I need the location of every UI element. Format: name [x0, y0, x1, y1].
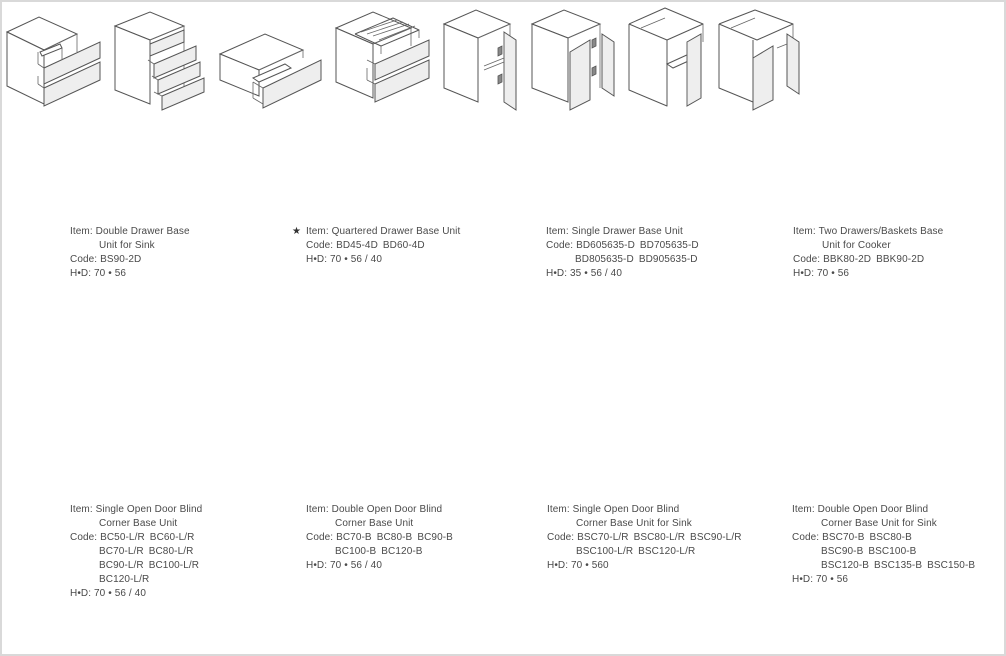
item-name: Quartered Drawer Base Unit	[331, 226, 461, 237]
dimensions: 70 • 56	[816, 574, 849, 585]
item-label: Item:	[547, 504, 570, 515]
unit-spec	[70, 503, 202, 601]
code-label: Code:	[792, 532, 820, 543]
code-label: Code:	[306, 532, 334, 543]
dimension-label: H•D:	[547, 560, 569, 571]
product-code: BSC100-B	[868, 546, 917, 557]
dimensions: 70 • 56	[817, 268, 850, 279]
product-code: BSC80-L/R	[633, 532, 686, 543]
product-code: BC80-B	[376, 532, 413, 543]
code-label: Code:	[70, 532, 98, 543]
product-code: BSC90-B	[821, 546, 864, 557]
product-code: BC50-L/R	[100, 532, 145, 543]
double-door-blind-corner-icon	[528, 4, 620, 112]
unit-spec	[306, 503, 453, 573]
item-name: Single Open Door Blind	[95, 504, 203, 515]
code-label: Code:	[793, 254, 821, 265]
product-code: BBK80-2D	[823, 254, 872, 265]
item-name: Single Drawer Base Unit	[571, 226, 683, 237]
dimensions: 70 • 560	[571, 560, 609, 571]
product-code: BSC70-B	[822, 532, 865, 543]
item-name: Two Drawers/Baskets Base	[818, 226, 944, 237]
dimensions: 70 • 56 / 40	[330, 560, 382, 571]
code-label: Code:	[306, 240, 334, 251]
quartered-drawer-cabinet-icon	[110, 8, 210, 112]
product-code: BC90-L/R	[99, 560, 144, 571]
single-drawer-cabinet-icon	[215, 26, 327, 112]
product-code: BSC120-B	[821, 560, 870, 571]
unit-spec	[70, 225, 190, 281]
item-label: Item:	[306, 226, 329, 237]
dimension-label: H•D:	[793, 268, 815, 279]
product-code: BS90-2D	[100, 254, 142, 265]
item-label: Item:	[70, 504, 93, 515]
double-door-corner-sink-icon	[715, 4, 805, 112]
star-icon: ★	[292, 226, 302, 237]
product-code: BSC90-L/R	[690, 532, 742, 543]
dimension-label: H•D:	[70, 268, 92, 279]
dimensions: 70 • 56 / 40	[94, 588, 146, 599]
product-code: BC90-B	[417, 532, 453, 543]
product-code: BSC80-B	[869, 532, 912, 543]
item-name: Double Open Door Blind	[817, 504, 929, 515]
item-name: Single Open Door Blind	[572, 504, 680, 515]
unit-spec	[792, 503, 975, 587]
item-name: Corner Base Unit	[99, 518, 178, 529]
product-code: BSC150-B	[927, 560, 976, 571]
product-code: BD805635-D	[575, 254, 634, 265]
single-door-blind-corner-icon	[440, 4, 524, 112]
product-code: BSC120-L/R	[638, 546, 696, 557]
code-label: Code:	[70, 254, 98, 265]
item-label: Item:	[306, 504, 329, 515]
product-code: BBK90-2D	[876, 254, 925, 265]
item-name: Corner Base Unit for Sink	[576, 518, 692, 529]
product-code: BC120-B	[381, 546, 423, 557]
basket-drawer-cabinet-icon	[331, 6, 435, 112]
product-code: BD45-4D	[336, 240, 378, 251]
code-label: Code:	[546, 240, 574, 251]
product-code: BC70-L/R	[99, 546, 144, 557]
dimension-label: H•D:	[306, 560, 328, 571]
product-code: BSC70-L/R	[577, 532, 629, 543]
item-label: Item:	[70, 226, 93, 237]
unit-spec	[547, 503, 742, 573]
item-name: Unit for Cooker	[822, 240, 891, 251]
product-code: BD60-4D	[382, 240, 425, 251]
product-code: BC70-B	[336, 532, 372, 543]
dimension-label: H•D:	[792, 574, 814, 585]
code-label: Code:	[547, 532, 575, 543]
item-label: Item:	[546, 226, 569, 237]
product-code: BD605635-D	[576, 240, 635, 251]
product-code: BSC135-B	[874, 560, 923, 571]
dimension-label: H•D:	[546, 268, 568, 279]
item-name: Double Open Door Blind	[331, 504, 443, 515]
dimension-label: H•D:	[306, 254, 328, 265]
dimension-label: H•D:	[70, 588, 92, 599]
product-code: BSC100-L/R	[576, 546, 634, 557]
item-label: Item:	[792, 504, 815, 515]
product-code: BC100-L/R	[148, 560, 200, 571]
dimensions: 70 • 56	[94, 268, 127, 279]
item-name: Unit for Sink	[99, 240, 155, 251]
item-name: Corner Base Unit for Sink	[821, 518, 937, 529]
dimensions: 35 • 56 / 40	[570, 268, 622, 279]
product-code: BC80-L/R	[148, 546, 194, 557]
item-label: Item:	[793, 226, 816, 237]
product-code: BC120-L/R	[99, 574, 150, 585]
dimensions: 70 • 56 / 40	[330, 254, 382, 265]
item-name: Double Drawer Base	[95, 226, 190, 237]
double-drawer-sink-cabinet-icon	[2, 12, 106, 112]
product-code: BC100-B	[335, 546, 377, 557]
product-code: BC60-L/R	[149, 532, 195, 543]
unit-spec	[793, 225, 943, 281]
unit-spec	[546, 225, 699, 281]
product-code: BD705635-D	[639, 240, 699, 251]
item-name: Corner Base Unit	[335, 518, 414, 529]
unit-spec	[292, 225, 461, 267]
single-door-corner-sink-icon	[625, 2, 711, 112]
product-code: BD905635-D	[638, 254, 698, 265]
